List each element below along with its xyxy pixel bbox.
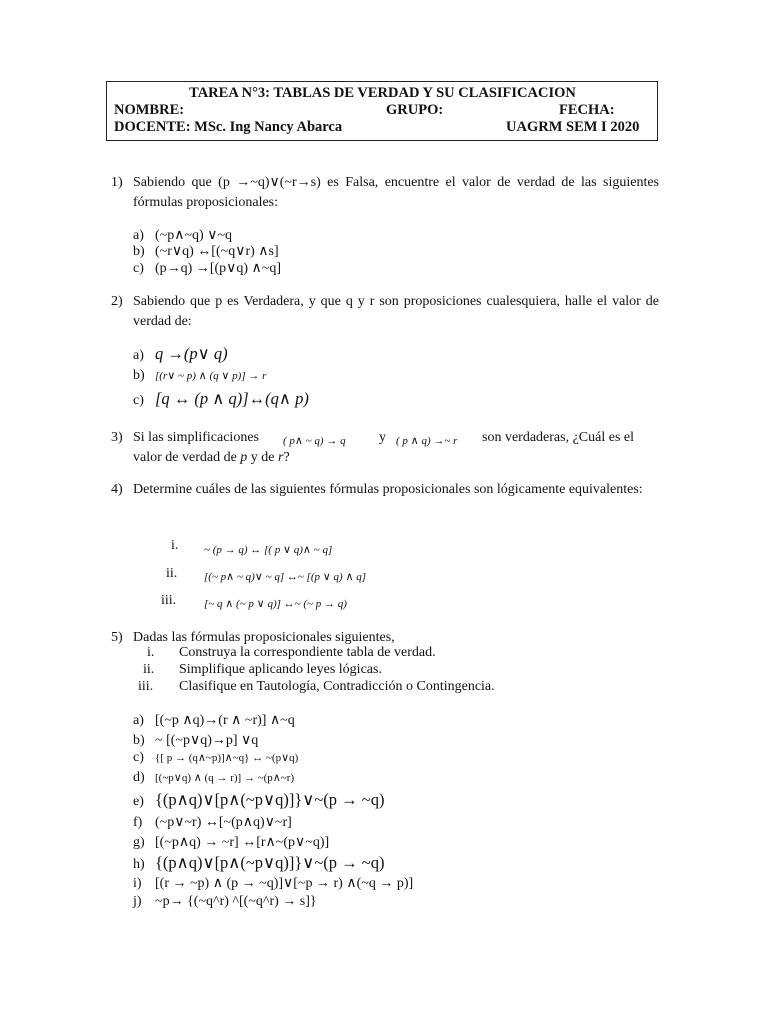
question-4 [111,480,659,520]
item-label: c) [133,750,144,765]
q1-item-b [133,243,279,260]
nombre-label: NOMBRE: [114,102,185,118]
question-number: 3) [111,430,123,445]
q2-item-c [133,389,309,409]
institution-label: UAGRM SEM I 2020 [506,119,640,135]
formula: q →(p∨ q) [155,344,228,363]
question-number: 1) [111,175,123,190]
formula-2: ( p ∧ q) →~ r [396,435,458,447]
q4-item-i-formula: ~ (p → q) ↔ [( p ∨ q)∧ ~ q] [204,544,333,556]
formula: (~p∧~q) ∨~q [155,228,233,243]
item-label: j) [133,894,142,909]
q5-item-b [133,732,258,749]
question-number: 2) [111,294,123,309]
grupo-label: GRUPO: [386,102,444,118]
q5-item-c [133,750,298,766]
q5-item-j [133,894,317,910]
item-label: a) [133,713,144,728]
item-label: d) [133,770,145,785]
formula: [(~p∧q) → ~r] ↔[r∧~(p∨~q)] [155,835,330,850]
formula: (p→q) →[(p∨q) ∧~q] [155,261,282,276]
question-text: Sabiendo que p es Verdadera, y que q y r son proposiciones cualesquiera, halle el valor de verdad de: [133,294,659,329]
formula: [(~p ∧q)→(r ∧ ~r)] ∧~q [155,713,295,728]
formula: ~p→ {(~q^r) ^[(~q^r) → s]} [155,894,317,909]
conjunction: y [379,430,386,445]
fecha-label: FECHA: [559,102,615,118]
formula: [(r∨ ~ p) ∧ (q ∨ p)] → r [155,370,267,382]
item-label: c) [133,393,144,408]
q4-item-ii-label: ii. [166,566,178,581]
formula-1: ( p∧ ~ q) → q [283,435,346,447]
question-text-start: Si las simplificaciones [133,430,259,445]
item-label: f) [133,815,143,830]
formula: ~ [(~p∨q)→p] ∨q [155,733,259,748]
question-2 [111,292,659,332]
question-text: Sabiendo que (p →~q)∨(~r→s) es Falsa, encuentre el valor de verdad de las siguientes fórmulas proposicionales: [133,175,659,210]
q5-step-ii-label: ii. [143,662,155,677]
q2-item-b [133,368,266,384]
item-label: a) [133,348,144,363]
formula: {[ p → (q∧~p)]∧~q} ↔ ~(p∨q) [155,752,299,764]
formula: {(p∧q)∨[p∧(~p∨q)]}∨~(p → ~q) [155,790,385,809]
item-label: i) [133,876,142,891]
q5-item-f [133,814,292,831]
q5-step-i-label: i. [147,645,155,660]
item-label: a) [133,228,144,243]
item-label: g) [133,835,145,850]
formula: [q ↔ (p ∧ q)]↔(q∧ p) [155,389,309,408]
question-text-line-2: valor de verdad de p y de r? [133,450,290,465]
item-label: e) [133,794,144,809]
q5-item-e [133,790,384,810]
q4-item-iii-formula: [~ q ∧ (~ p ∨ q)] ↔~ (~ p → q) [204,598,347,610]
formula: [(~p∨q) ∧ (q → r)] → ~(p∧~r) [155,772,295,784]
q5-item-i [133,875,413,892]
item-label: h) [133,857,145,872]
q5-item-d [133,770,294,786]
formula: (~r∨q) ↔[(~q∨r) ∧s] [155,244,279,259]
q5-step-iii-label: iii. [138,679,154,694]
header-box [106,81,658,141]
formula: [(r → ~p) ∧ (p → ~q)]∨[~p → r) ∧(~q → p)] [155,876,414,891]
q5-step-iii-text: Clasifique en Tautología, Contradicción o Contingencia. [179,679,495,694]
q5-step-i-text: Construya la correspondiente tabla de verdad. [179,645,436,660]
q5-item-h [133,853,384,873]
item-label: b) [133,368,145,383]
item-label: b) [133,244,145,259]
item-label: c) [133,261,144,276]
docente-label: DOCENTE: MSc. Ing Nancy Abarca [114,119,343,135]
q1-item-a [133,227,232,244]
q4-item-i-label: i. [171,538,179,553]
question-3 [111,428,659,468]
q2-item-a [133,344,228,364]
question-number: 4) [111,482,123,497]
item-label: b) [133,733,145,748]
question-number: 5) [111,630,123,645]
formula: {(p∧q)∨[p∧(~p∨q)]}∨~(p → ~q) [155,853,385,872]
question-text-end: son verdaderas, ¿Cuál es el [482,430,634,445]
formula: (~p∨~r) ↔[~(p∧q)∨~r] [155,815,292,830]
q5-item-g [133,834,329,851]
q4-item-iii-label: iii. [161,593,177,608]
q4-item-ii-formula: [(~ p∧ ~ q)∨ ~ q] ↔~ [(p ∨ q) ∧ q] [204,571,367,583]
assignment-title: TAREA N°3: TABLAS DE VERDAD Y SU CLASIFICACION [189,85,576,101]
question-text: Dadas las fórmulas proposicionales siguientes, [133,630,395,645]
q5-step-ii-text: Simplifique aplicando leyes lógicas. [179,662,382,677]
question-text: Determine cuáles de las siguientes fórmulas proposicionales son lógicamente equivalentes: [133,482,643,497]
question-1 [111,173,659,213]
q5-item-a [133,712,295,729]
q1-item-c [133,260,281,277]
